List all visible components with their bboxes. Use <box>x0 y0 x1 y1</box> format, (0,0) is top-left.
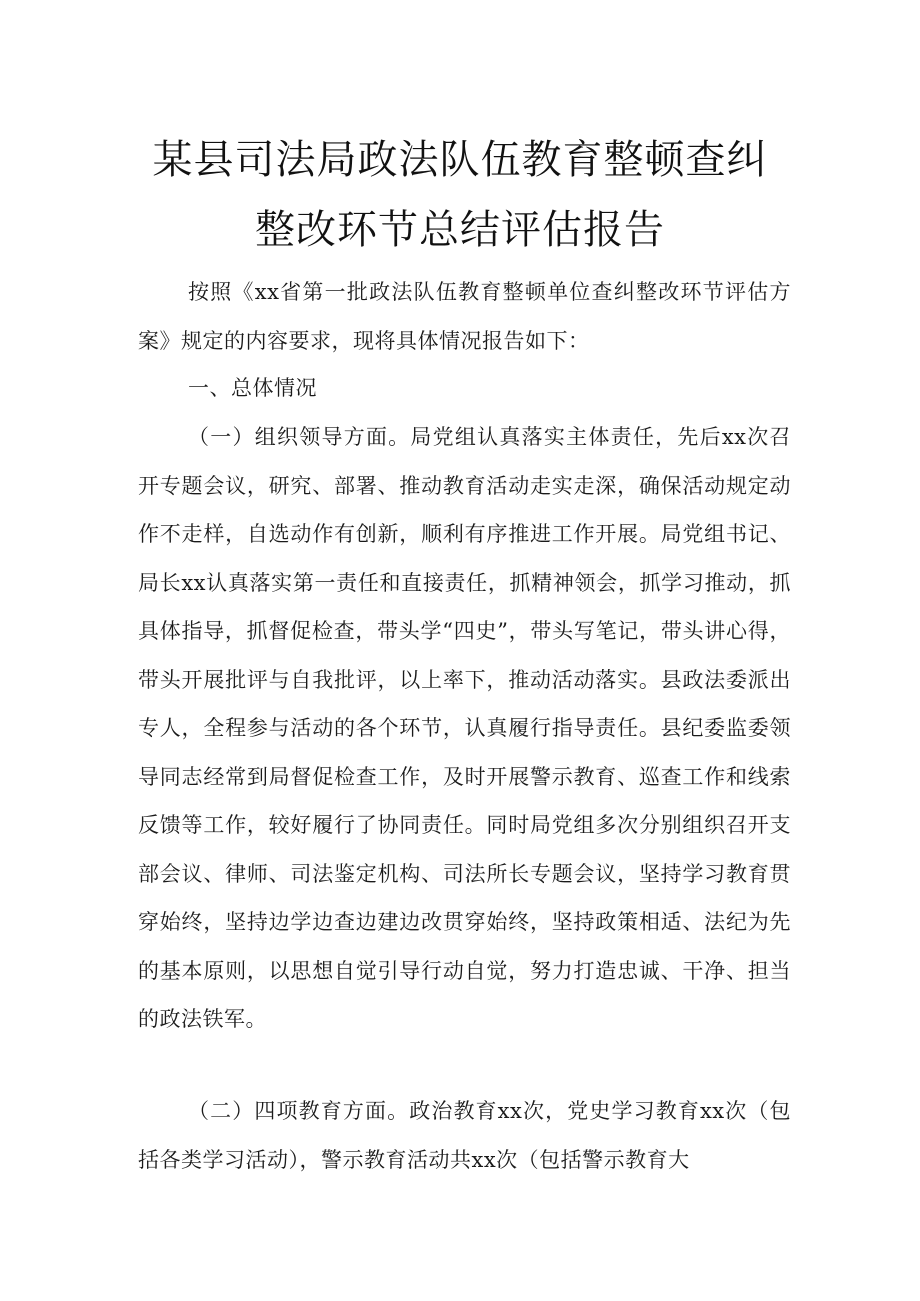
organization-leadership-paragraph: （一）组织领导方面。局党组认真落实主体责任，先后xx次召开专题会议，研究、部署、推动教育活动走实走深，确保活动规定动作不走样，自选动作有创新，顺利有序推进工作开展。局党组书记、局长xx认真落实第一责任和直接责任，抓精神领会，抓学习推动，抓具体指导，抓督促检查，带头学“四史”，带头写笔记，带头讲心得，带头开展批评与自我批评，以上率下，推动活动落实。县政法委派出专人，全程参与活动的各个环节，认真履行指导责任。县纪委监委领导同志经常到局督促检查工作，及时开展警示教育、巡查工作和线索反馈等工作，较好履行了协同责任。同时局党组多次分别组织召开支部会议、律师、司法鉴定机构、司法所长专题会议，坚持学习教育贯穿始终，坚持边学边查边建边改贯穿始终，坚持政策相适、法纪为先的基本原则，以思想自觉引导行动自觉，努力打造忠诚、干净、担当的政法铁军。 <box>138 425 791 1031</box>
document-title-line-1: 某县司法局政法队伍教育整顿查纠 <box>152 137 768 183</box>
four-education-paragraph-block <box>138 1087 791 1184</box>
intro-paragraph: 按照《xx省第一批政法队伍教育整顿单位查纠整改环节评估方案》规定的内容要求，现将具体情况报告如下： <box>138 280 791 353</box>
organization-leadership-paragraph-block <box>138 413 791 1044</box>
four-education-paragraph: （二）四项教育方面。政治教育xx次，党史学习教育xx次（包括各类学习活动），警示教育活动共xx次（包括警示教育大 <box>138 1099 791 1172</box>
document-title-line-2: 整改环节总结评估报告 <box>255 207 665 253</box>
intro-paragraph-block <box>138 268 791 365</box>
section-heading-block <box>138 364 791 413</box>
section-heading: 一、总体情况 <box>188 376 317 400</box>
